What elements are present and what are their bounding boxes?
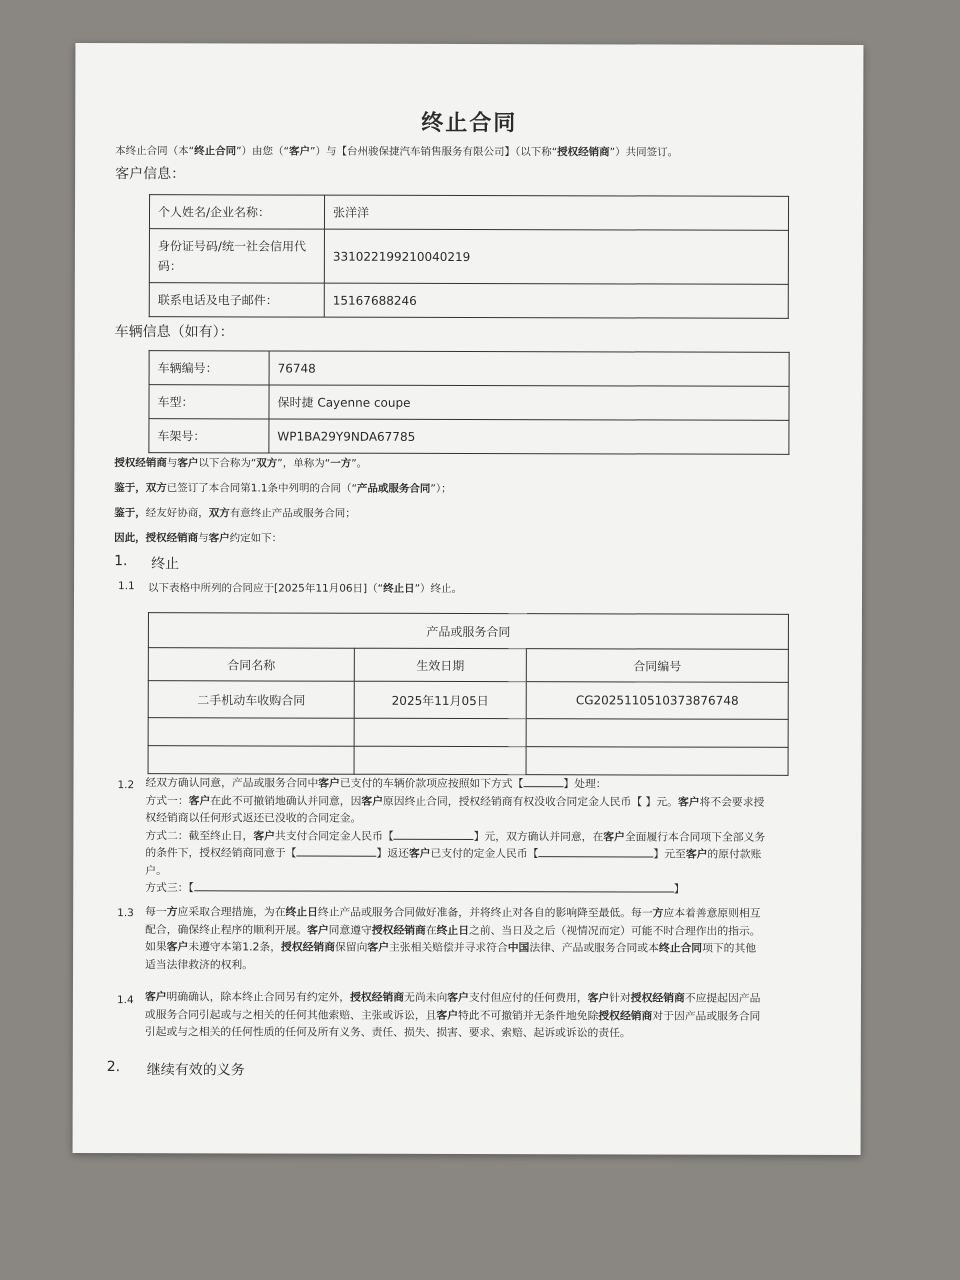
table-row (149, 229, 788, 285)
customer-name-label: 个人姓名/企业名称： (149, 195, 324, 229)
clause-1-1-number: 1.1 (118, 580, 135, 593)
table-row (149, 419, 789, 455)
table-row (149, 351, 789, 387)
document-title: 终止合同 (421, 110, 518, 137)
vehicle-vin-value: WP1BA29Y9NDA67785 (269, 419, 789, 454)
section-2-number: 2. (106, 1059, 121, 1076)
customer-info-heading: 客户信息： (115, 166, 186, 183)
table-row (149, 385, 789, 421)
table-row (149, 195, 788, 231)
customer-contact-label: 联系电话及电子邮件： (149, 283, 324, 317)
contract-name-header: 合同名称 (148, 648, 354, 682)
recital-whereas-2: 鉴于，经友好协商，双方有意终止产品或服务合同； (114, 507, 356, 520)
clause-1-3-text: 每一方应采取合理措施，为在终止日终止产品或服务合同做好准备，并将终止对各自的影响降至最低。每一方应本着善意原则相互 配合，确保终止程序的顺利开展。客户同意遵守授权经销商在终止日之前、当日及之后（视情况而定）可能不时合理作出的指示。 如果客户未遵守本第1.2条，授权经销商保留向客户主张相关赔偿并寻求符合中国法律、产品或服务合同或本终止合同项下的其他 适当法律救济的权利。 (145, 905, 761, 971)
contract-number-header: 合同编号 (526, 649, 788, 683)
clause-1-2-number: 1.2 (117, 779, 135, 792)
clause-1-4-text: 客户明确确认，除本终止合同另有约定外，授权经销商无尚未向客户支付但应付的任何费用，客户针对授权经销商不应提起因产品 或服务合同引起或与之相关的任何其他索赔、主张或诉讼，且客户特此不可撤销并无条件地免除授权经销商对于因产品或服务合同 引起或与之相关的任何性质的任何及所有义务、责任、损失、损害、要求、索赔、起诉或诉讼的责任。 (144, 990, 761, 1040)
recital-therefore: 因此，授权经销商与客户约定如下： (114, 532, 283, 545)
vehicle-number-value: 76748 (269, 351, 789, 386)
customer-name-value: 张洋洋 (324, 195, 788, 230)
effective-date-header: 生效日期 (354, 648, 526, 681)
section-1-number: 1. (114, 553, 128, 570)
vehicle-info-heading: 车辆信息（如有）： (114, 324, 234, 341)
intro-paragraph: 本终止合同（本“终止合同”）由您（“客户”）与【台州骏保捷汽车销售服务有限公司】（以下称“授权经销商”）共同签订。 (115, 145, 679, 159)
customer-info-table (149, 194, 789, 319)
contract-number-cell: CG2025110510373876748 (526, 682, 788, 720)
section-1-title: 终止 (151, 556, 180, 573)
table-row (149, 283, 788, 319)
customer-contact-value: 15167688246 (324, 283, 788, 318)
vehicle-model-label: 车型： (149, 385, 269, 419)
clause-1-4-number: 1.4 (116, 994, 134, 1007)
recital-parties: 授权经销商与客户以下合称为“双方”，单称为“一方”。 (114, 457, 368, 470)
effective-date-cell: 2025年11月05日 (354, 681, 526, 718)
recital-whereas-1: 鉴于，双方已签订了本合同第1.1条中列明的合同（“产品或服务合同”）； (114, 482, 452, 495)
table-row (148, 613, 788, 650)
table-row (148, 681, 788, 720)
customer-id-value: 331022199210040219 (324, 229, 788, 284)
vehicle-vin-label: 车架号： (149, 419, 269, 453)
table-row (148, 718, 788, 748)
vehicle-model-value: 保时捷 Cayenne coupe (269, 385, 789, 420)
clause-1-2-text: 经双方确认同意，产品或服务合同中客户已支付的车辆价款项应按照如下方式【 】处理： 方式一：客户在此不可撤销地确认并同意，因客户原因终止合同，授权经销商有权没收合同定金人民币【 】元。客户将不会要求授 权经销商以任何形式返还已没收的合同定金。 方式二：截至终止日，客户共支付合同定金人民币【 】元，双方确认并同意，在客户全面履行本合同项下全部义务 的条件下，授权经销商同意于【 】返还客户已支付的定金人民币【 】元至客户的原付款账 户。 方式三：【 】 (145, 776, 766, 896)
section-2-title: 继续有效的义务 (146, 1062, 245, 1079)
contract-name-cell: 二手机动车收购合同 (148, 681, 354, 719)
customer-id-label: 身份证号码/统一社会信用代码： (149, 229, 324, 283)
contract-page (73, 43, 864, 1155)
clause-1-3-number: 1.3 (117, 907, 134, 920)
vehicle-info-table (148, 350, 789, 455)
contract-table (148, 612, 789, 776)
table-row (148, 648, 788, 683)
clause-1-1-text: 以下表格中所列的合同应于[2025年11月06日]（“终止日”）终止。 (148, 582, 463, 595)
contract-table-caption: 产品或服务合同 (148, 613, 788, 650)
vehicle-number-label: 车辆编号： (149, 351, 269, 385)
table-row (148, 746, 788, 776)
